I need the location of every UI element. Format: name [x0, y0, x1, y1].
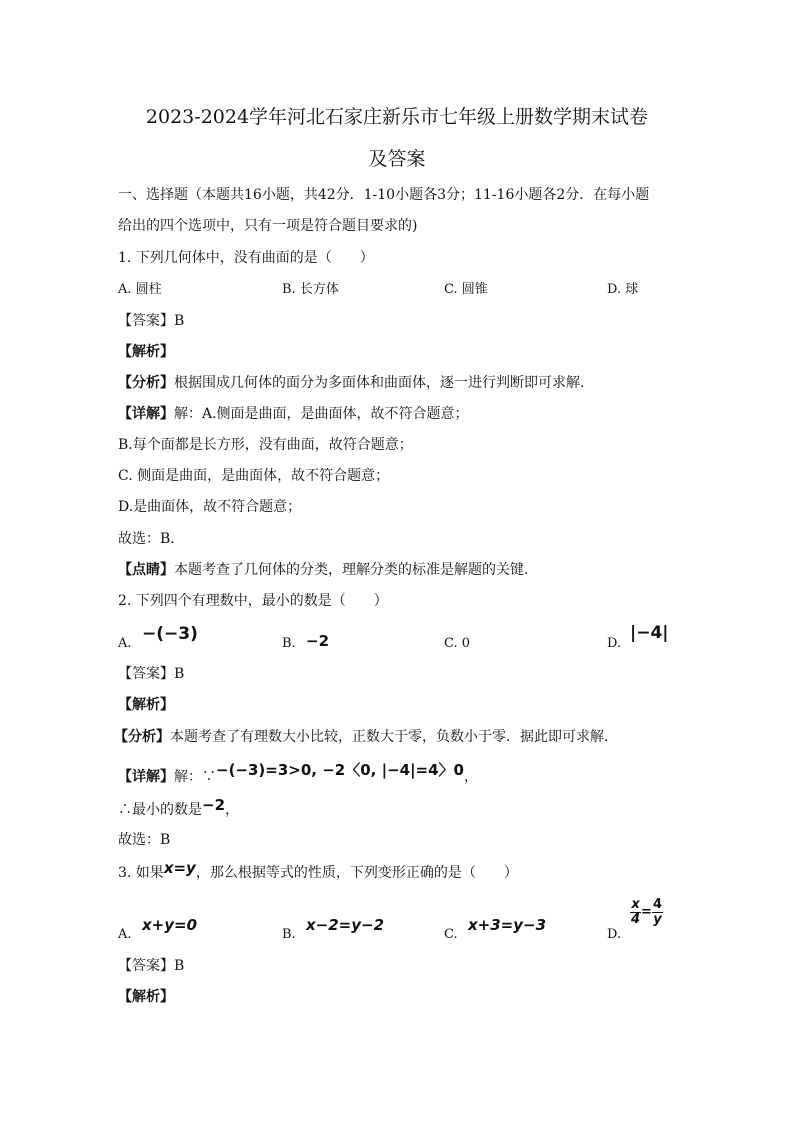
q1-stem: 1. 下列几何体中，没有曲面的是（ ） — [118, 250, 374, 266]
q3-option-a-math: x+y=0 — [142, 916, 198, 934]
q2-option-b-label: B. — [282, 636, 296, 651]
q3-stem-suffix: ，那么根据等式的性质，下列变形正确的是（ ） — [195, 865, 518, 881]
q2-fenxi-text: 本题考查了有理数大小比较，正数大于零，负数小于零．据此即可求解． — [170, 729, 618, 745]
q2-xiangjie — [118, 761, 478, 787]
q2-xiangjie-suffix: ， — [463, 769, 478, 785]
q2-fenxi-tag: 【分析】 — [114, 729, 170, 745]
q2-analysis-heading: 【解析】 — [118, 697, 174, 713]
q2-min-line — [118, 796, 240, 820]
q3-option-c-math: x+3=y−3 — [468, 916, 547, 934]
q3-stem-math: x=y — [163, 859, 196, 877]
q1-xiangjie-tag: 【详解】 — [118, 406, 174, 422]
q2-min-suffix: ， — [225, 802, 240, 818]
q1-fenxi-tag: 【分析】 — [118, 375, 174, 391]
q1-option-a: A. 圆柱 — [118, 282, 162, 297]
q1-xiangjie — [118, 404, 469, 424]
q2-option-b-math: −2 — [306, 632, 330, 650]
q1-xiangjie-text: 解：A.侧面是曲面，是曲面体，故不符合题意； — [174, 406, 469, 422]
q3-stem — [118, 859, 518, 883]
q3-option-c-label: C. — [444, 927, 458, 942]
section-heading-line-2: 给出的四个选项中，只有一项是符合题目要求的) — [118, 218, 418, 234]
q2-xiangjie-prefix: 解：∵ — [174, 769, 216, 785]
q2-xiangjie-math: −(−3)=3>0, −2〈0, |−4|=4〉0 — [216, 761, 464, 779]
q1-fenxi-text: 根据围成几何体的面分为多面体和曲面体，逐一进行判断即可求解． — [174, 375, 594, 391]
q3-option-d-equals: = — [641, 904, 652, 920]
q3-option-b-math: x−2=y−2 — [306, 916, 385, 934]
q2-fenxi — [114, 727, 618, 747]
q2-min-prefix: ∴最小的数是 — [118, 802, 202, 818]
q2-stem: 2. 下列四个有理数中，最小的数是（ ） — [118, 593, 388, 609]
q2-xiangjie-tag: 【详解】 — [118, 769, 174, 785]
q3-option-a-label: A. — [118, 927, 132, 942]
q2-min-math: −2 — [202, 796, 226, 814]
q3-option-b — [282, 925, 296, 945]
q3-option-b-label: B. — [282, 927, 296, 942]
q1-option-b: B. 长方体 — [282, 282, 339, 297]
q2-option-a — [118, 634, 132, 654]
q3-stem-prefix: 3. 如果 — [118, 865, 164, 881]
q3-option-a — [118, 925, 132, 945]
q2-answer: 【答案】B — [118, 666, 185, 682]
q1-dianjing-tag: 【点睛】 — [118, 562, 174, 578]
q1-option-c: C. 圆锥 — [444, 282, 488, 297]
q2-option-d — [607, 634, 621, 654]
q1-dianjing — [118, 560, 538, 580]
q3-option-d-frac1-den: 4 — [631, 912, 641, 927]
q2-option-a-label: A. — [118, 636, 132, 651]
q3-option-d-frac2-num: 4 — [652, 897, 662, 912]
q3-option-d-fraction-2 — [652, 898, 663, 927]
q3-option-d-label: D. — [607, 927, 622, 942]
q2-choose: 故选：B — [118, 832, 171, 848]
q1-fenxi — [118, 373, 594, 393]
q2-option-a-math: −(−3) — [142, 624, 198, 644]
q3-option-c — [444, 925, 458, 945]
q3-option-d-math — [630, 898, 663, 927]
q1-answer: 【答案】B — [118, 313, 185, 329]
q2-option-d-math: |−4| — [630, 623, 669, 643]
q2-option-b — [282, 634, 296, 654]
document-title-line-1: 2023-2024学年河北石家庄新乐市七年级上册数学期末试卷 — [145, 106, 649, 128]
section-heading-line-1: 一、选择题（本题共16小题，共42分．1-10小题各3分；11-16小题各2分．在每小题 — [118, 187, 650, 203]
q3-option-d — [607, 925, 621, 945]
q1-choose: 故选：B． — [118, 531, 185, 547]
q3-answer: 【答案】B — [118, 958, 185, 974]
q3-analysis-heading: 【解析】 — [118, 989, 174, 1005]
q1-option-d: D. 球 — [607, 282, 639, 297]
q1-line-b: B.每个面都是长方形，没有曲面，故符合题意； — [118, 437, 413, 453]
q3-option-d-frac2-den: y — [653, 912, 662, 927]
q1-line-c: C. 侧面是曲面，是曲面体，故不符合题意； — [118, 468, 390, 484]
document-title-line-2: 及答案 — [368, 148, 426, 170]
q3-option-d-fraction-1 — [630, 898, 641, 927]
q1-line-d: D.是曲面体，故不符合题意； — [118, 499, 302, 515]
q2-option-d-label: D. — [607, 636, 622, 651]
q3-option-d-frac1-num: x — [631, 897, 640, 912]
q1-dianjing-text: 本题考查了几何体的分类，理解分类的标准是解题的关键． — [174, 562, 538, 578]
q2-option-c: C. 0 — [444, 636, 471, 651]
q1-analysis-heading: 【解析】 — [118, 344, 174, 360]
